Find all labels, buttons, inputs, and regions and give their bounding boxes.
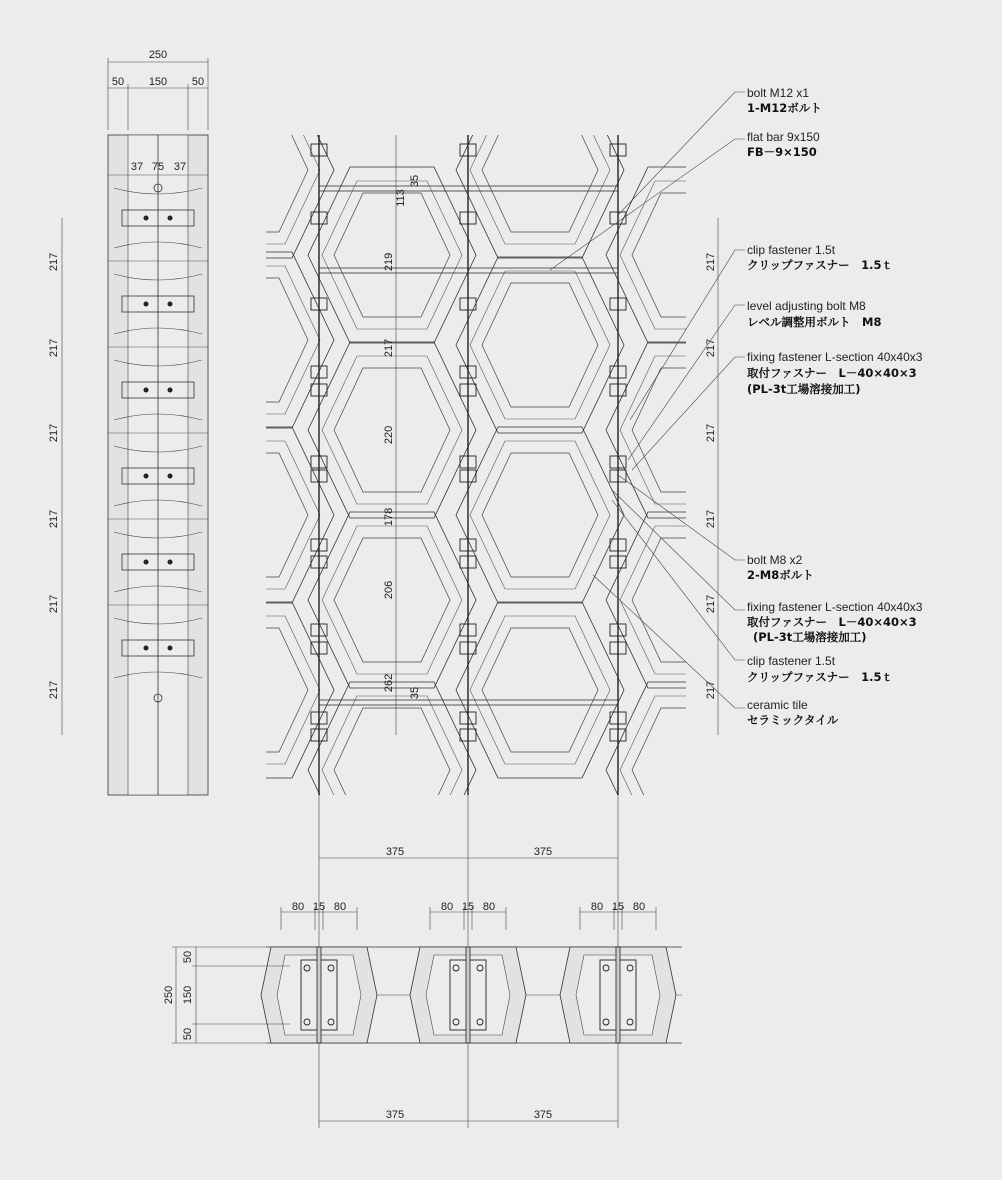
dim-plan-span-1: 375	[385, 846, 405, 858]
dim-elev-r3: 217	[705, 423, 717, 443]
tile-inner	[470, 616, 610, 764]
tile-outline	[456, 427, 624, 603]
dim-elev-206: 206	[383, 580, 395, 600]
dim-inner-1: 37	[130, 161, 144, 173]
dim-elev-r1: 217	[705, 252, 717, 272]
dim-inner-3: 37	[173, 161, 187, 173]
module-dim-text: 80	[632, 901, 646, 913]
dim-section-left: 50	[111, 76, 125, 88]
dim-pitch-5: 217	[48, 594, 60, 614]
dim-plan-depth-3: 50	[182, 1027, 194, 1041]
dim-elev-r2: 217	[705, 338, 717, 358]
label-fixing-fastener-1-jp: 取付ファスナー L－40×40×3	[747, 366, 917, 380]
label-clip-fastener-1-jp: クリップファスナー 1.5ｔ	[747, 258, 893, 272]
callouts	[550, 86, 923, 727]
label-fixing-fastener-2-jp: 取付ファスナー L－40×40×3	[747, 615, 917, 629]
plan-view	[163, 795, 682, 1128]
label-ceramic-tile-en: ceramic tile	[747, 698, 808, 712]
dim-plan-span-2: 375	[533, 846, 553, 858]
section-bolt	[144, 560, 149, 565]
dim-elev-113: 113	[395, 189, 407, 207]
dim-section-width: 250	[148, 49, 168, 61]
vertical-section	[48, 49, 208, 795]
label-level-bolt-jp: レベル調整用ボルト M8	[747, 315, 882, 329]
tile-inner	[620, 181, 760, 329]
dim-elev-220: 220	[383, 425, 395, 445]
tile-outline	[456, 82, 624, 258]
dim-pitch-6: 217	[48, 680, 60, 700]
tile-face	[192, 453, 308, 577]
label-bolt-m12-en: bolt M12 x1	[747, 86, 810, 100]
tile-inner	[470, 441, 610, 589]
tile-face	[632, 193, 748, 317]
module-dim-text: 80	[482, 901, 496, 913]
dim-pitch-2: 217	[48, 338, 60, 358]
tile-face	[192, 108, 308, 232]
dim-pitch-4: 217	[48, 509, 60, 529]
dim-plan-bottom-2: 375	[533, 1109, 553, 1121]
section-bolt	[168, 560, 173, 565]
dim-plan-bottom-1: 375	[385, 1109, 405, 1121]
label-clip-fastener-2-jp: クリップファスナー 1.5ｔ	[747, 670, 893, 684]
module-dim-text: 15	[611, 901, 625, 913]
label-fixing-fastener-2-en: fixing fastener L-section 40x40x3	[747, 600, 923, 614]
dim-plan-depth-total: 250	[163, 985, 175, 1005]
dim-section-right: 50	[191, 76, 205, 88]
tile-face	[632, 708, 748, 832]
dim-plan-depth-2: 150	[182, 985, 194, 1005]
section-bolt	[144, 474, 149, 479]
label-bolt-m8-en: bolt M8 x2	[747, 553, 803, 567]
plan-flat-bar	[616, 947, 620, 1043]
dim-elev-35b: 35	[409, 686, 421, 700]
dim-pitch-3: 217	[48, 423, 60, 443]
section-bolt	[144, 302, 149, 307]
tile-face	[482, 628, 598, 752]
label-fixing-fastener-1-jp2: (PL-3t工場溶接加工)	[747, 382, 861, 396]
dim-pitch-1: 217	[48, 252, 60, 272]
section-bolt	[168, 474, 173, 479]
label-ceramic-tile-jp: セラミックタイル	[747, 713, 839, 727]
section-bolt	[168, 216, 173, 221]
module-dim-text: 15	[461, 901, 475, 913]
section-bolt	[168, 646, 173, 651]
tile-face	[482, 283, 598, 407]
label-clip-fastener-2-en: clip fastener 1.5t	[747, 654, 836, 668]
dim-elev-r4: 217	[705, 509, 717, 529]
label-bolt-m12-jp: 1-M12ボルト	[747, 101, 822, 115]
tile-outline	[308, 682, 476, 858]
plan-flat-bar	[466, 947, 470, 1043]
section-bolt	[144, 646, 149, 651]
tile-face	[192, 628, 308, 752]
dim-inner-2: 75	[151, 161, 165, 173]
plan-flat-bar	[317, 947, 321, 1043]
tile-outline	[456, 257, 624, 433]
tile-face	[632, 368, 748, 492]
dim-elev-219: 219	[383, 252, 395, 272]
dim-plan-depth-1: 50	[182, 950, 194, 964]
tile-inner	[620, 356, 760, 504]
tile-face	[192, 278, 308, 402]
dim-elev-r5: 217	[705, 594, 717, 614]
tile-outline	[456, 602, 624, 778]
module-dim-text: 80	[333, 901, 347, 913]
tile-inner	[620, 526, 760, 674]
module-dim-text: 80	[291, 901, 305, 913]
label-fixing-fastener-2-jp2: (PL-3t工場溶接加工)	[753, 630, 867, 644]
section-bolt	[168, 302, 173, 307]
elevation	[166, 82, 774, 858]
dim-section-mid: 150	[148, 76, 168, 88]
tile-inner	[322, 696, 462, 844]
module-dim-text: 15	[312, 901, 326, 913]
dim-elev-262: 262	[383, 673, 395, 693]
section-bolt	[144, 388, 149, 393]
section-bolt	[168, 388, 173, 393]
label-fixing-fastener-1-en: fixing fastener L-section 40x40x3	[747, 350, 923, 364]
tile-face	[334, 708, 450, 832]
label-flat-bar-en: flat bar 9x150	[747, 130, 820, 144]
dim-elev-r6: 217	[705, 680, 717, 700]
dim-elev-35a: 35	[409, 174, 421, 188]
dim-elev-217: 217	[383, 338, 395, 358]
dim-elev-178: 178	[383, 507, 395, 527]
section-bolt	[144, 216, 149, 221]
label-level-bolt-en: level adjusting bolt M8	[747, 299, 866, 313]
module-dim-text: 80	[440, 901, 454, 913]
label-flat-bar-jp: FB－9×150	[747, 145, 817, 159]
label-bolt-m8-jp: 2-M8ボルト	[747, 568, 814, 582]
module-dim-text: 80	[590, 901, 604, 913]
tile-inner	[620, 696, 760, 844]
tile-inner	[470, 271, 610, 419]
tile-face	[482, 453, 598, 577]
label-clip-fastener-1-en: clip fastener 1.5t	[747, 243, 836, 257]
tile-inner	[470, 96, 610, 244]
tile-face	[482, 108, 598, 232]
